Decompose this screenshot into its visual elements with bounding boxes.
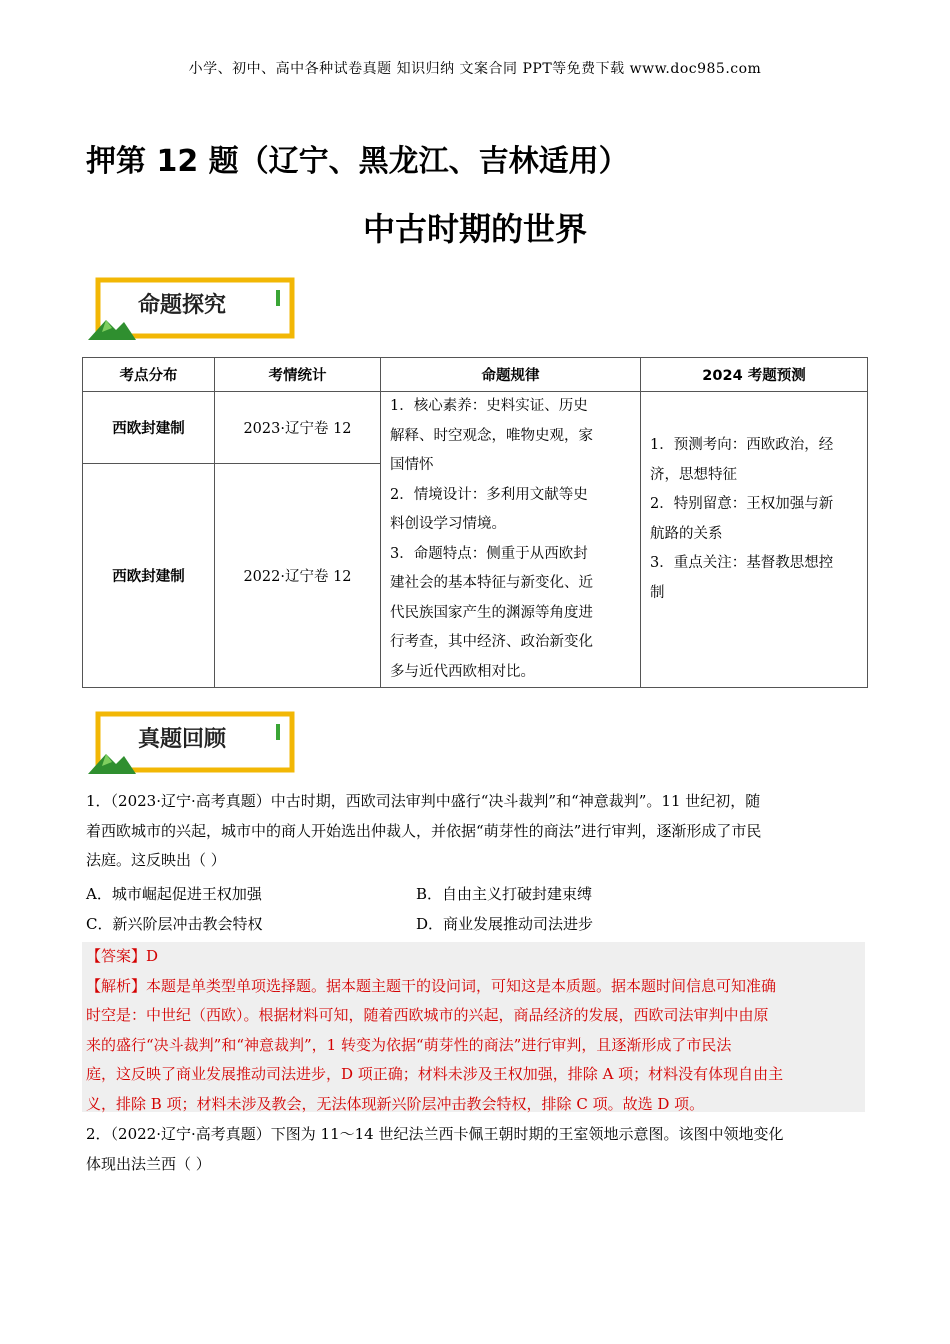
- table-cell-stat: 2023·辽宁卷 12: [215, 392, 381, 464]
- table-row: [83, 392, 868, 464]
- option-d: D．商业发展推动司法进步: [416, 915, 594, 933]
- analysis-line: 来的盛行“决斗裁判”和“神意裁判”，1 转变为依据“萌芽性的商法”进行审判，且逐渐形成了市民法: [86, 1035, 732, 1054]
- table-header: 命题规律: [381, 358, 641, 392]
- exam-stats-table: [82, 357, 868, 688]
- table-cell-prediction: 1．预测考向：西欧政治，经 济，思想特征 2．特别留意：王权加强与新 航路的关系 3．重点关注：基督教思想控 制: [641, 392, 868, 688]
- analysis-line: 义，排除 B 项；材料未涉及教会，无法体现新兴阶层冲击教会特权，排除 C 项。故选 D 项。: [86, 1094, 705, 1113]
- table-header: 2024 考题预测: [641, 358, 868, 392]
- analysis-line: 庭，这反映了商业发展推动司法进步，D 项正确；材料未涉及王权加强，排除 A 项；材料没有体现自由主: [86, 1065, 784, 1083]
- option-c: C．新兴阶层冲击教会特权: [86, 915, 263, 933]
- option-a: A．城市崛起促进王权加强: [86, 885, 262, 903]
- banner-label: 命题探究: [138, 293, 227, 318]
- analysis-line: 【解析】本题是单类型单项选择题。据本题主题干的设问词，可知这是本质题。据本题时间信息可知准确: [86, 976, 777, 995]
- table-header: 考点分布: [83, 358, 215, 392]
- answer-text: 【答案】D: [86, 947, 159, 965]
- option-b: B．自由主义打破封建束缚: [416, 885, 593, 903]
- question-1-stem: 1．（2023·辽宁·高考真题）中古时期，西欧司法审判中盛行“决斗裁判”和“神意裁判”。11 世纪初，随 着西欧城市的兴起，城市中的商人开始选出仲裁人，并依据“萌芽性的商法”进行审判，逐渐形成了市民 法庭。这反映出（ ）: [86, 792, 762, 869]
- table-cell-topic: 西欧封建制: [83, 464, 215, 688]
- banner-label: 真题回顾: [138, 727, 227, 752]
- question-1-options: [86, 879, 866, 939]
- site-header: 小学、初中、高中各种试卷真题 知识归纳 文案合同 PPT等免费下载 www.doc985.com: [188, 61, 762, 77]
- table-header: 考情统计: [215, 358, 381, 392]
- question-2-stem: 2．（2022·辽宁·高考真题）下图为 11～14 世纪法兰西卡佩王朝时期的王室领地示意图。该图中领地变化 体现出法兰西（ ）: [86, 1125, 784, 1173]
- table-header-row: [83, 358, 868, 392]
- table-cell-stat: 2022·辽宁卷 12: [215, 464, 381, 688]
- table-cell-rules: 1．核心素养：史料实证、历史 解释、时空观念，唯物史观，家 国情怀 2．情境设计：多利用文献等史 料创设学习情境。 3．命题特点：侧重于从西欧封 建社会的基本特征与新变化、近 代民族国家产生的渊源等角度进 行考查，其中经济、政治新变化 多与近代西欧相对比。: [381, 392, 641, 688]
- section-banner-review: [88, 710, 298, 780]
- section-banner-exploration: [88, 276, 298, 346]
- page-subtitle: 中古时期的世界: [362, 210, 587, 248]
- answer-analysis-box: [82, 942, 865, 1112]
- page-title: 押第 12 题（辽宁、黑龙江、吉林适用）: [86, 144, 629, 179]
- table-cell-topic: 西欧封建制: [83, 392, 215, 464]
- analysis-line: 时空是：中世纪（西欧）。根据材料可知，随着西欧城市的兴起，商品经济的发展，西欧司法审判中由原: [86, 1006, 769, 1024]
